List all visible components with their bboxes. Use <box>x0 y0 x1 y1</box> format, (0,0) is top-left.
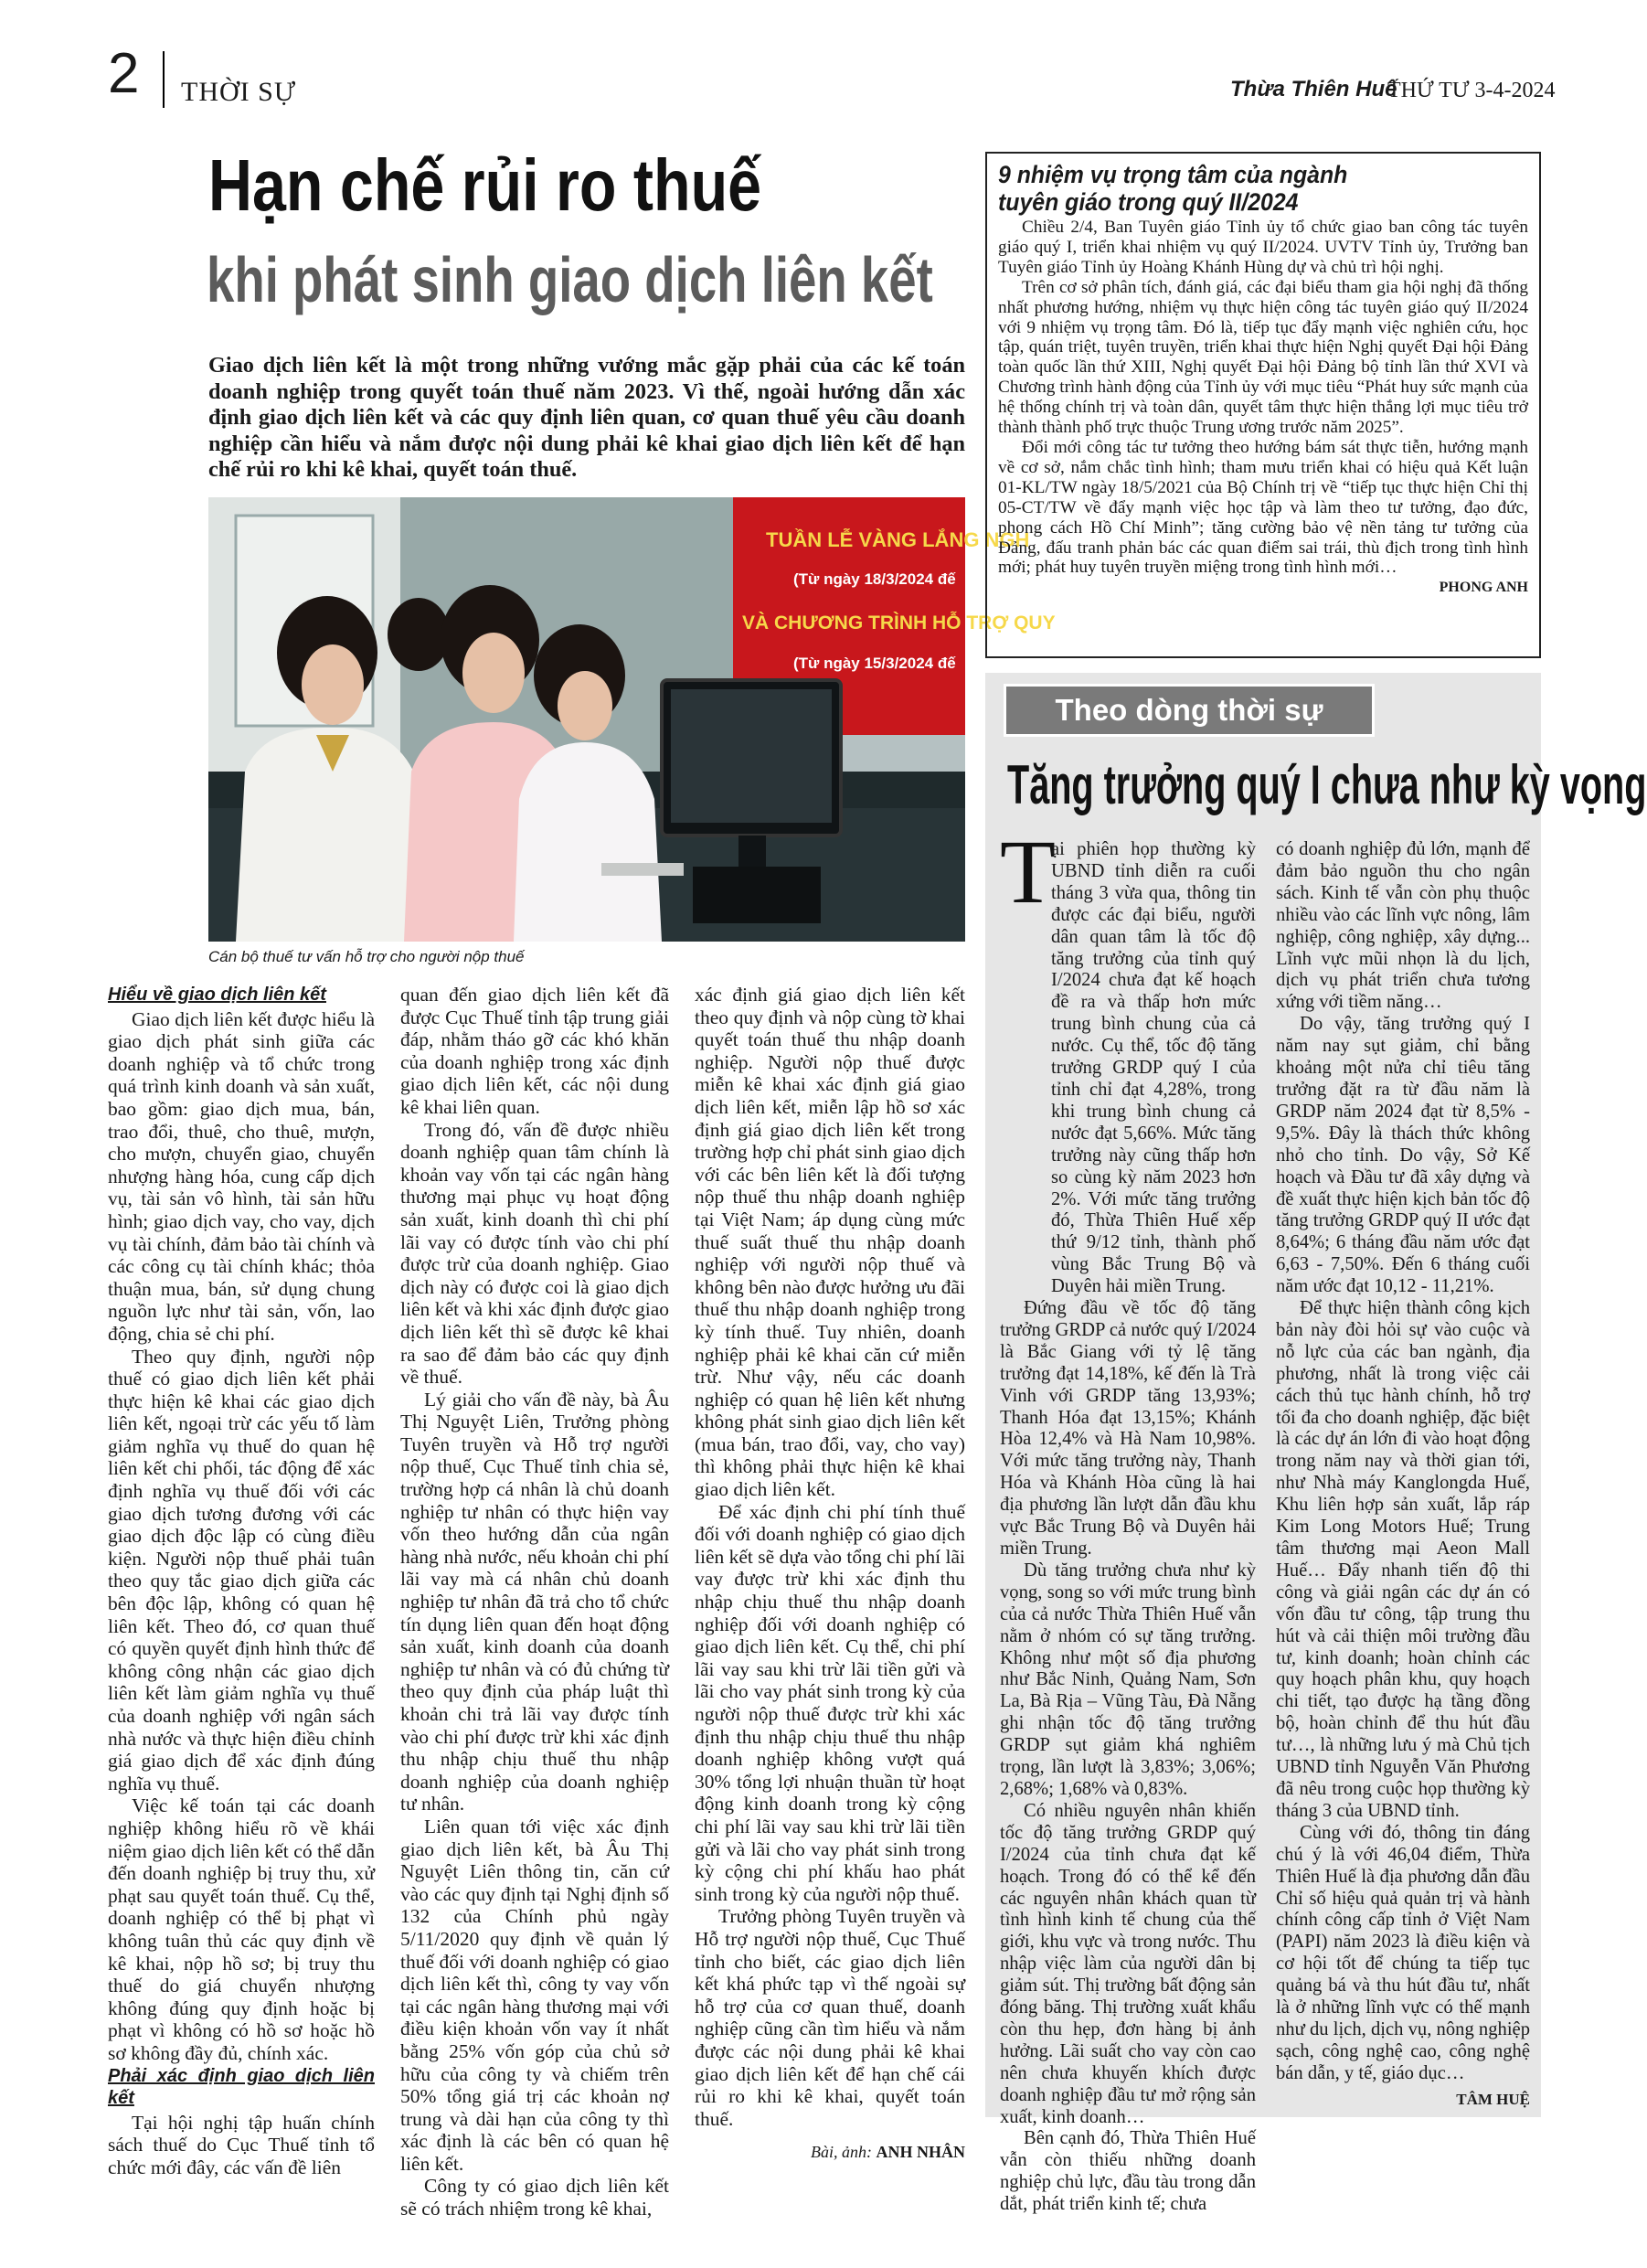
article-title-line1: Hạn chế rủi ro thuế <box>208 144 762 226</box>
page-number: 2 <box>108 42 140 105</box>
paragraph: Giao dịch liên kết được hiểu là giao dịch phát sinh giữa các doanh nghiệp và tổ chức trong quá trình kinh doanh và sản xuất, bao gồm: giao dịch mua, bán, trao đổi, thuê, cho thuê, mượn, cho mượn, chuyển giao, chuyển nhượng hàng hóa, cung cấp dịch vụ, tài sản vô hình, tài sản hữu hình; giao dịch vay, cho vay, dịch vụ tài chính, đảm bảo tài chính và các công cụ tài chính khác; thỏa thuận mua, bán, sử dụng chung nguồn lực như tài sản, vốn, lao động, chia sẻ chi phí. <box>108 1007 375 1345</box>
article-photo <box>208 497 1056 942</box>
opinion-tag-label: Theo dòng thời sự <box>1055 693 1323 727</box>
article-column-2 <box>400 984 669 2220</box>
box-body <box>998 218 1528 578</box>
subheading-2: Phải xác định giao dịch liên kết <box>108 2065 375 2109</box>
article-byline <box>695 2143 965 2162</box>
subheading-1: Hiểu về giao dịch liên kết <box>108 985 326 1005</box>
photo-illustration <box>208 497 965 942</box>
paragraph: Việc kế toán tại các doanh nghiệp không hiểu rõ về khái niệm giao dịch liên kết có thể dẫn đến doanh nghiệp bị truy thu, xử phạt sau quyết toán thuế. Cụ thể, doanh nghiệp có thể bị phạt vì không tuân thủ các quy định về kê khai, nộp hồ sơ; bị truy thu thuế do giá chuyển nhượng không đúng quy định hoặc bị phạt vì không có hồ sơ hoặc hồ sơ không đầy đủ, chính xác. <box>108 1794 375 2064</box>
paragraph: Trưởng phòng Tuyên truyền và Hỗ trợ người nộp thuế, Cục Thuế tỉnh cho biết, các giao dịch liên kết khá phức tạp vì thế ngoài sự hỗ trợ của cơ quan thuế, doanh nghiệp cũng cần tìm hiểu và nắm được các nội dung phải kê khai giao dịch liên kết để hạn chế cái rủi ro khi kê khai, quyết toán thuế. <box>695 1905 965 2130</box>
paragraph: quan đến giao dịch liên kết đã được Cục Thuế tỉnh tập trung giải đáp, nhằm tháo gỡ các khó khăn của doanh nghiệp trong xác định giao dịch liên kết, các nội dung kê khai liên quan. <box>400 984 669 1118</box>
paragraph: Trong đó, vấn đề được nhiều doanh nghiệp quan tâm chính là khoản vay vốn tại các ngân hàng thương mại phục vụ hoạt động sản xuất, kinh doanh thì chi phí lãi vay có được tính vào chi phí được trừ của doanh nghiệp. Giao dịch này có được coi là giao dịch liên kết và khi xác định được giao dịch liên kết thì sẽ được kê khai ra sao để đảm bảo các quy định về thuế. <box>400 1118 669 1389</box>
news-box <box>985 152 1541 658</box>
paragraph: Cùng với đó, thông tin đáng chú ý là với 46,04 điểm, Thừa Thiên Huế là địa phương dẫn đầu Chỉ số hiệu quả quản trị và hành chính công cấp tỉnh ở Việt Nam (PAPI) năm 2023 là điều kiện và cơ hội tốt để chúng ta tiếp tục quảng bá và thu hút đầu tư, nhất là ở những lĩnh vực có thế mạnh như du lịch, dịch vụ, nông nghiệp sạch, công nghệ cao, công nghệ bán dẫn, y tế, giáo dục… <box>1276 1822 1530 2083</box>
paragraph: Chiều 2/4, Ban Tuyên giáo Tỉnh ủy tổ chức giao ban công tác tuyên giáo quý I, triển khai nhiệm vụ quý II/2024. UVTV Tỉnh ủy, Trưởng ban Tuyên giáo Tỉnh ủy Hoàng Khánh Hùng dự và chủ trì hội nghị. <box>998 218 1528 277</box>
photo-banner-line1: TUẦN LỄ VÀNG LẮNG NGH <box>766 528 1030 551</box>
paragraph: Theo quy định, người nộp thuế có giao dịch liên kết phải thực hiện kê khai các giao dịch liên kết, ngoại trừ các yếu tố làm giảm nghĩa vụ thuế do quan hệ liên kết chi phối, tác động để xác định nghĩa vụ thuế đối với các giao dịch tương đương với các giao dịch độc lập có cùng điều kiện. Người nộp thuế phải tuân theo quy tắc giao dịch giữa các bên độc lập, không có quan hệ liên kết. Theo đó, cơ quan thuế có quyền quyết định hình thức để không công nhận các giao dịch liên kết làm giảm nghĩa vụ thuế của doanh nghiệp với ngân sách nhà nước và thực hiện điều chỉnh giá giao dịch để xác định đúng nghĩa vụ thuế. <box>108 1345 375 1794</box>
paragraph: có doanh nghiệp đủ lớn, mạnh để đảm bảo nguồn thu cho ngân sách. Kinh tế vẫn còn phụ thuộc nhiều vào các lĩnh vực nông, lâm nghiệp, công nghiệp, xây dựng... Lĩnh vực mũi nhọn là du lịch, dịch vụ phát triển chưa tương xứng với tiềm năng… <box>1276 839 1530 1013</box>
article-column-3 <box>695 984 965 2130</box>
paragraph: Trên cơ sở phân tích, đánh giá, các đại biểu tham gia hội nghị đã thống nhất phương hướng, nhiệm vụ thực hiện công tác tuyên giáo quý II/2024 với 9 nhiệm vụ trọng tâm. Đó là, tiếp tục đẩy mạnh việc nghiên cứu, học tập, quán triệt, tuyên truyền, triển khai thực hiện Nghị quyết Đại hội Đảng toàn quốc lần thứ XIII, Nghị quyết Đại hội Đảng bộ tỉnh lần thứ XVI và Chương trình hành động của Tỉnh ủy với mục tiêu “Phát huy sức mạnh của hệ thống chính trị và toàn dân, quyết tâm thực hiện thắng lợi mục tiêu trở thành thành phố trực thuộc Trung ương trước năm 2025”. <box>998 277 1528 438</box>
paragraph: Đổi mới công tác tư tưởng theo hướng bám sát thực tiễn, hướng mạnh về cơ sở, nắm chắc tình hình; tham mưu triển khai có hiệu quả Kết luận 01-KL/TW ngày 18/5/2021 của Bộ Chính trị về “tiếp tục thực hiện Chỉ thị 05-CT/TW về đẩy mạnh việc học tập và làm theo tư tưởng, đạo đức, phong cách Hồ Chí Minh”; tăng cường bảo vệ nền tảng tư tưởng của Đảng, đấu tranh phản bác các quan điểm sai trái, thù địch trong tình hình mới; phát huy tuyên truyền miệng trong tình hình mới… <box>998 437 1528 578</box>
box-title-line2: tuyên giáo trong quý II/2024 <box>998 188 1299 216</box>
paragraph: Liên quan tới việc xác định giao dịch liên kết, bà Âu Thị Nguyệt Liên thông tin, căn cứ vào các quy định tại Nghị định số 132 của Chính phủ ngày 5/11/2020 quy định về quản lý thuế đối với doanh nghiệp có giao dịch liên kết thì, công ty vay vốn tại các ngân hàng thương mại với điều kiện khoản vốn vay ít nhất bằng 25% vốn góp của chủ sở hữu của công ty và chiếm trên 50% tổng giá trị các khoản nợ trung và dài hạn của công ty thì xác định là các bên có quan hệ liên kết. <box>400 1815 669 2175</box>
photo-banner-line2: (Từ ngày 18/3/2024 đế <box>793 570 956 588</box>
paragraph: Dù tăng trưởng chưa như kỳ vọng, song so với mức trung bình của cả nước Thừa Thiên Huế vẫn nằm ở nhóm có sự tăng trưởng. Không như một số địa phương như Bắc Ninh, Quảng Nam, Sơn La, Bà Rịa – Vũng Tàu, Đà Nẵng ghi nhận tốc độ tăng trưởng GRDP sụt giảm khá nghiêm trọng, lần lượt là 3,83%; 3,06%; 2,68%; 1,68% và 0,83%. <box>1000 1560 1256 1799</box>
paragraph: xác định giá giao dịch liên kết theo quy định và nộp cùng tờ khai quyết toán thuế thu nhập doanh nghiệp. Người nộp thuế được miễn kê khai xác định giá giao dịch liên kết, miễn lập hồ sơ xác định giá giao dịch liên kết trong trường hợp chỉ phát sinh giao dịch với các bên liên kết là đối tượng nộp thuế thu nhập doanh nghiệp tại Việt Nam; áp dụng cùng mức thuế suất thuế thu nhập doanh nghiệp với người nộp thuế và không bên nào được hưởng ưu đãi thuế thu nhập doanh nghiệp trong kỳ tính thuế. Tuy nhiên, doanh nghiệp phải kê khai căn cứ miễn trừ. Như vậy, nếu các doanh nghiệp có quan hệ liên kết nhưng không phát sinh giao dịch liên kết (mua bán, trao đổi, vay, cho vay) thì không phải thực hiện kê khai giao dịch liên kết. <box>695 984 965 1501</box>
paragraph: Lý giải cho vấn đề này, bà Âu Thị Nguyệt Liên, Trưởng phòng Tuyên truyền và Hỗ trợ người nộp thuế, Cục Thuế tỉnh chia sẻ, trường hợp cá nhân là chủ doanh nghiệp tư nhân có thực hiện vay vốn theo hướng dẫn của ngân hàng nhà nước, nếu khoản chi phí lãi vay mà cá nhân chủ doanh nghiệp tư nhân đã trả cho tổ chức tín dụng liên quan đến hoạt động sản xuất, kinh doanh của doanh nghiệp tư nhân và có đủ chứng từ theo quy định của pháp luật thì khoản chi trả lãi vay được tính vào chi phí được trừ khi xác định thu nhập chịu thuế thu nhập doanh nghiệp của doanh nghiệp tư nhân. <box>400 1388 669 1815</box>
article-lead: Giao dịch liên kết là một trong những vướng mắc gặp phải của các kế toán doanh nghiệp trong quyết toán thuế năm 2023. Vì thế, ngoài hướng dẫn xác định giao dịch liên kết và các quy định liên quan, cơ quan thuế yêu cầu doanh nghiệp cần hiểu và nắm được nội dung phải kê khai giao dịch liên kết để hạn chế rủi ro khi kê khai, quyết toán thuế. <box>208 353 965 482</box>
opinion-column-2 <box>1276 839 1530 2111</box>
paragraph: Tại hội nghị tập huấn chính sách thuế do Cục Thuế tỉnh tổ chức mới đây, các vấn đề liên <box>108 2111 375 2178</box>
photo-banner-line4: (Từ ngày 15/3/2024 đế <box>793 655 956 672</box>
issue-date: THỨ TƯ 3-4-2024 <box>1387 79 1556 102</box>
paragraph: Để thực hiện thành công kịch bản này đòi hỏi sự vào cuộc và nỗ lực của các ban ngành, địa phương, nhất là trong việc cải cách thủ tục hành chính, hỗ trợ tối đa cho doanh nghiệp, đặc biệt là các dự án lớn đi vào hoạt động trong năm nay và thời gian tới, như Nhà máy Kanglongda Huế, Khu liên hợp sản xuất, lắp ráp Kim Long Motors Huế; Trung tâm thương mại Aeon Mall Huế… Đẩy nhanh tiến độ thi công và giải ngân các dự án có vốn đầu tư công, tập trung thu hút và cải thiện môi trường đầu tư, kinh doanh; hoàn chỉnh các quy hoạch phân khu, quy hoạch chi tiết, tạo được hạ tầng đồng bộ, hoàn chỉnh để thu hút đầu tư…, là những lưu ý mà Chủ tịch UBND tỉnh Nguyễn Văn Phương đã nêu trong cuộc họp thường kỳ tháng 3 của UBND tỉnh. <box>1276 1298 1530 1821</box>
opinion-column-1 <box>1000 839 1256 2216</box>
paragraph: ại phiên họp thường kỳ UBND tỉnh diễn ra cuối tháng 3 vừa qua, thông tin được các đại biểu, người dân quan tâm là tốc độ tăng trưởng của tỉnh quý I/2024 chưa đạt kế hoạch đề ra và thấp hơn mức trung bình chung của cả nước. Cụ thể, tốc độ tăng trưởng GRDP quý I của tỉnh chỉ đạt 4,28%, trong khi trung bình chung cả nước đạt 5,66%. Mức tăng trưởng này cũng thấp hơn so cùng kỳ năm 2023 hơn 2%. Với mức tăng trưởng đó, Thừa Thiên Huế xếp thứ 9/12 tỉnh, thành phố vùng Bắc Trung Bộ và Duyên hải miền Trung. <box>1051 839 1256 1297</box>
header-divider <box>163 51 165 108</box>
article-column-1 <box>108 984 375 2178</box>
paragraph: Để xác định chi phí tính thuế đối với doanh nghiệp có giao dịch liên kết sẽ dựa vào tổng chi phí lãi vay được trừ khi xác định thu nhập chịu thuế thu nhập doanh nghiệp đối với doanh nghiệp có giao dịch liên kết. Cụ thể, chi phí lãi vay sau khi trừ lãi tiền gửi và lãi cho vay phát sinh trong kỳ của người nộp thuế được trừ khi xác định thu nhập chịu thuế thu nhập doanh nghiệp không vượt quá 30% tổng lợi nhuận thuần từ hoạt động kinh doanh trong kỳ cộng chi phí lãi vay sau khi trừ lãi tiền gửi và lãi cho vay phát sinh trong kỳ cộng chi phí khấu hao phát sinh trong kỳ của người nộp thuế. <box>695 1500 965 1905</box>
paragraph: Đứng đầu về tốc độ tăng trưởng GRDP cả nước quý I/2024 là Bắc Giang với tỷ lệ tăng trưởng đạt 14,18%, kế đến là Trà Vinh với GRDP tăng 13,93%; Thanh Hóa đạt 13,15%; Khánh Hòa 12,4% và Hà Nam 10,98%. Với mức tăng trưởng này, Thanh Hóa và Khánh Hòa cũng là hai địa phương lần lượt dẫn đầu khu vực Bắc Trung Bộ và Duyên hải miền Trung. <box>1000 1298 1256 1559</box>
byline-name: ANH NHÂN <box>876 2143 965 2161</box>
byline-label: Bài, ảnh: <box>811 2143 872 2161</box>
opinion-author: TÂM HUỆ <box>1456 2090 1530 2108</box>
dropcap: T <box>1000 821 1057 922</box>
box-author: PHONG ANH <box>1439 580 1528 596</box>
box-title-line1: 9 nhiệm vụ trọng tâm của ngành <box>998 161 1348 188</box>
paragraph: Do vậy, tăng trưởng quý I năm nay sụt giảm, chỉ bằng khoảng một nửa chỉ tiêu tăng trưởng đặt ra từ đầu năm là GRDP năm 2024 đạt từ 8,5% - 9,5%. Đây là thách thức không nhỏ cho tỉnh. Do vậy, Sở Kế hoạch và Đầu tư đã xây dựng và đề xuất thực hiện kịch bản tốc độ tăng trưởng GRDP quý II ước đạt 8,64%; 6 tháng đầu năm ước đạt 6,63 - 7,50%. Đến 6 tháng cuối năm ước đạt 10,12 - 11,21%. <box>1276 1014 1530 1297</box>
photo-caption: Cán bộ thuế tư vấn hỗ trợ cho người nộp thuế <box>208 948 525 965</box>
section-name: THỜI SỰ <box>181 77 297 107</box>
opinion-title: Tăng trưởng quý I chưa như kỳ vọng <box>1007 754 1647 815</box>
paragraph: Công ty có giao dịch liên kết sẽ có trách nhiệm trong kê khai, <box>400 2175 669 2220</box>
paper-name: Thừa Thiên Huế <box>1230 77 1397 101</box>
paragraph: Bên cạnh đó, Thừa Thiên Huế vẫn còn thiếu những doanh nghiệp chủ lực, đầu tàu trong dẫn dắt, phát triển kinh tế; chưa <box>1000 2128 1256 2215</box>
photo-banner-line3: VÀ CHƯƠNG TRÌNH HỖ TRỢ QUY <box>742 612 1056 634</box>
opinion-tag <box>1004 684 1375 737</box>
paragraph: Có nhiều nguyên nhân khiến tốc độ tăng trưởng GRDP quý I/2024 của tỉnh chưa đạt kế hoạch. Trong đó có thể kể đến các nguyên nhân khách quan từ tình hình kinh tế chung của thế giới, khu vực và trong nước. Thu nhập việc làm của người dân bị giảm sút. Thị trường bất động sản đóng băng. Thị trường xuất khẩu còn thu hẹp, đơn hàng bị ảnh hưởng. Lãi suất cho vay còn cao nên chưa khuyến khích được doanh nghiệp đầu tư mở rộng sản xuất, kinh doanh… <box>1000 1800 1256 2127</box>
article-title-line2: khi phát sinh giao dịch liên kết <box>207 244 933 315</box>
